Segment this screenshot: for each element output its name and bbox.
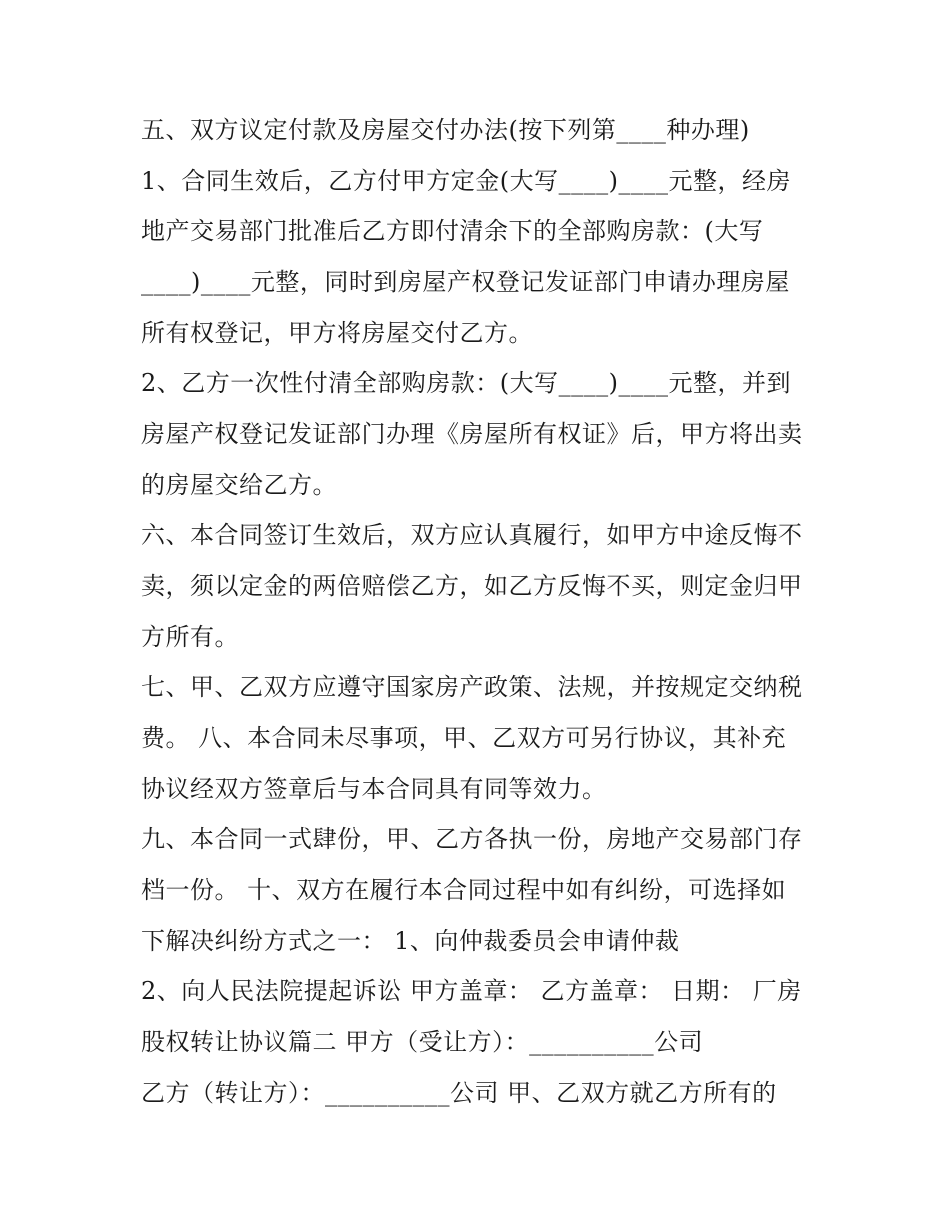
text-line: 乙方（转让方）：__________公司 甲、乙双方就乙方所有的 bbox=[141, 1079, 777, 1107]
text-line: 2、乙方一次性付清全部购房款：(大写____)____元整，并到 bbox=[141, 369, 791, 397]
text-line: 的房屋交给乙方。 bbox=[141, 471, 337, 499]
text-line: ____)____元整，同时到房屋产权登记发证部门申请办理房屋 bbox=[141, 268, 790, 296]
text-line: 地产交易部门批准后乙方即付清余下的全部购房款：(大写 bbox=[141, 217, 764, 245]
text-line: 房屋产权登记发证部门办理《房屋所有权证》后，甲方将出卖 bbox=[141, 420, 803, 448]
text-line: 七、甲、乙双方应遵守国家房产政策、法规，并按规定交纳税 bbox=[141, 673, 803, 701]
text-line: 协议经双方签章后与本合同具有同等效力。 bbox=[141, 775, 607, 803]
text-line: 卖，须以定金的两倍赔偿乙方，如乙方反悔不买，则定金归甲 bbox=[141, 572, 803, 600]
text-line: 九、本合同一式肆份，甲、乙方各执一份，房地产交易部门存 bbox=[141, 825, 803, 853]
text-line: 1、合同生效后，乙方付甲方定金(大写____)____元整，经房 bbox=[141, 167, 791, 195]
text-line: 所有权登记，甲方将房屋交付乙方。 bbox=[141, 319, 533, 347]
text-line: 2、向人民法院提起诉讼 甲方盖章： 乙方盖章： 日期： 厂房 bbox=[141, 977, 802, 1005]
text-line: 方所有。 bbox=[141, 623, 239, 651]
text-line: 档一份。 十、双方在履行本合同过程中如有纠纷，可选择如 bbox=[141, 876, 787, 904]
text-line: 六、本合同签订生效后，双方应认真履行，如甲方中途反悔不 bbox=[141, 521, 803, 549]
text-line: 费。 八、本合同未尽事项，甲、乙双方可另行协议，其补充 bbox=[141, 724, 787, 752]
text-line: 股权转让协议篇二 甲方（受让方）：__________公司 bbox=[141, 1028, 704, 1056]
text-line: 五、双方议定付款及房屋交付办法(按下列第____种办理) bbox=[141, 116, 750, 144]
text-line: 下解决纠纷方式之一： 1、向仲裁委员会申请仲裁 bbox=[141, 927, 680, 955]
